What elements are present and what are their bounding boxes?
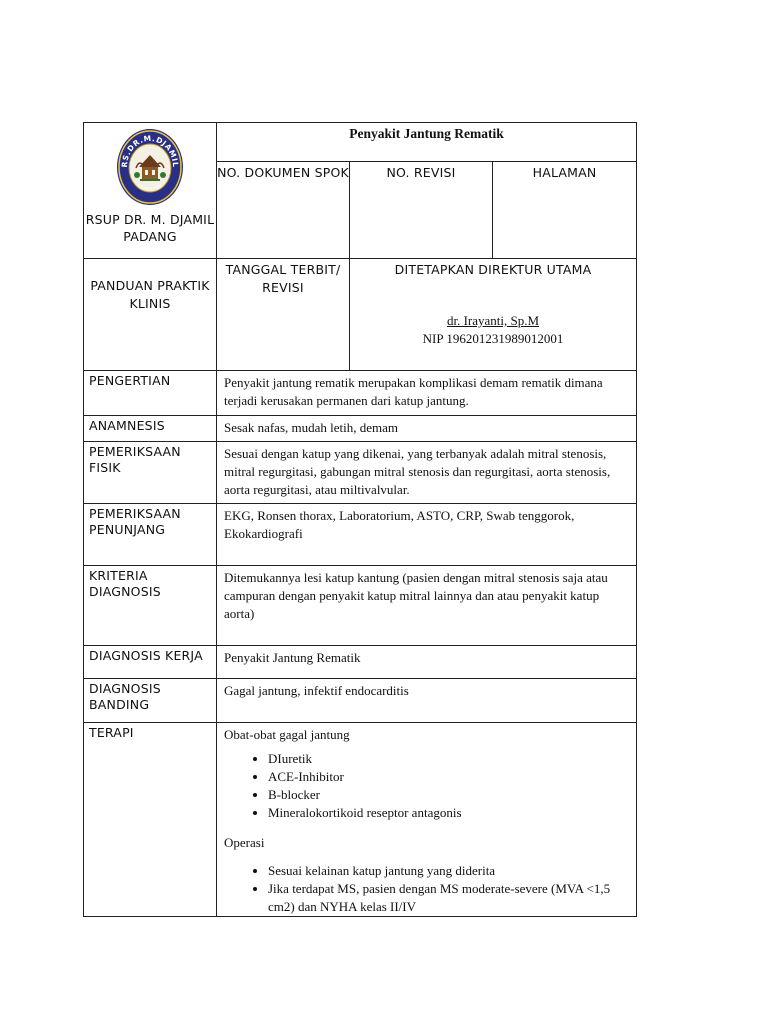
row-diagnosis-kerja [84,646,637,679]
drug-list [224,750,630,822]
section-label: DIAGNOSIS BANDING [84,679,217,723]
director-nip: NIP 196201231989012001 [422,331,564,346]
terapi-content [217,723,637,917]
list-item: • DIuretik [268,750,630,768]
section-text: Penyakit Jantung Rematik [217,646,637,679]
section-label: KRITERIA DIAGNOSIS [84,566,217,646]
section-label: TERAPI [84,723,217,917]
hospital-seal-icon [115,127,185,207]
section-label: DIAGNOSIS KERJA [84,646,217,679]
issue-date-label: TANGGAL TERBIT/ REVISI [217,259,350,371]
section-text: Ditemukannya lesi katup kantung (pasien dengan mitral stenosis saja atau campuran dengan penyakit katup mitral lainnya dan atau penyakit katup aorta) [217,566,637,646]
row-pemeriksaan-penunjang [84,504,637,566]
svg-text:RS.DR.M.DJAMIL: RS.DR.M.DJAMIL [119,133,181,168]
guideline-type-label: PANDUAN PRAKTIK KLINIS [84,259,217,371]
section-text: Gagal jantung, infektif endocarditis [217,679,637,723]
section-text: EKG, Ronsen thorax, Laboratorium, ASTO, CRP, Swab tenggorok, Ekokardiografi [217,504,637,566]
hospital-name: RSUP DR. M. DJAMIL PADANG [85,212,215,244]
row-diagnosis-banding [84,679,637,723]
section-label: ANAMNESIS [84,416,217,442]
clinical-guideline-document [83,122,636,917]
section-label: PEMERIKSAAN FISIK [84,442,217,504]
list-item: • ACE-Inhibitor [268,768,630,786]
list-item: • Jika terdapat MS, pasien dengan MS moderate-severe (MVA <1,5 cm2) dan NYHA kelas II/IV [268,880,630,916]
director-approval [350,259,637,371]
surgery-heading: Operasi [224,835,265,850]
list-item: • Sesuai kelainan katup jantung yang diderita [268,862,630,880]
terapi-intro: Obat-obat gagal jantung [224,727,350,742]
row-kriteria-diagnosis [84,566,637,646]
section-text: Sesak nafas, mudah letih, demam [217,416,637,442]
list-item: • Mineralokortikoid reseptor antagonis [268,804,630,822]
section-label: PENGERTIAN [84,371,217,416]
document-header-table [83,122,637,371]
hospital-cell [84,123,217,259]
revision-number-label: NO. REVISI [350,162,493,259]
svg-text:PADANG 1953: PADANG 1953 [137,183,163,191]
section-label: PEMERIKSAAN PENUNJANG [84,504,217,566]
row-terapi [84,723,637,917]
row-anamnesis [84,416,637,442]
section-text: Penyakit jantung rematik merupakan komplikasi demam rematik dimana terjadi kerusakan permanen dari katup jantung. [217,371,637,416]
hospital-logo [115,127,185,207]
document-title: Penyakit Jantung Rematik [217,123,637,162]
page-label: HALAMAN [493,162,637,259]
section-text: Sesuai dengan katup yang dikenai, yang terbanyak adalah mitral stenosis, mitral regurgitasi, gabungan mitral stenosis dan regurgitasi, aorta stenosis, aorta regurgitasi, atau miltivalvular. [217,442,637,504]
surgery-list [224,862,630,916]
guideline-content-table [83,370,637,917]
director-name: dr. Irayanti, Sp.M [446,313,540,328]
row-pengertian [84,371,637,416]
document-number-label: NO. DOKUMEN SPOK [217,162,350,259]
list-item: • B-blocker [268,786,630,804]
row-pemeriksaan-fisik [84,442,637,504]
approval-role: DITETAPKAN DIREKTUR UTAMA [394,262,592,277]
